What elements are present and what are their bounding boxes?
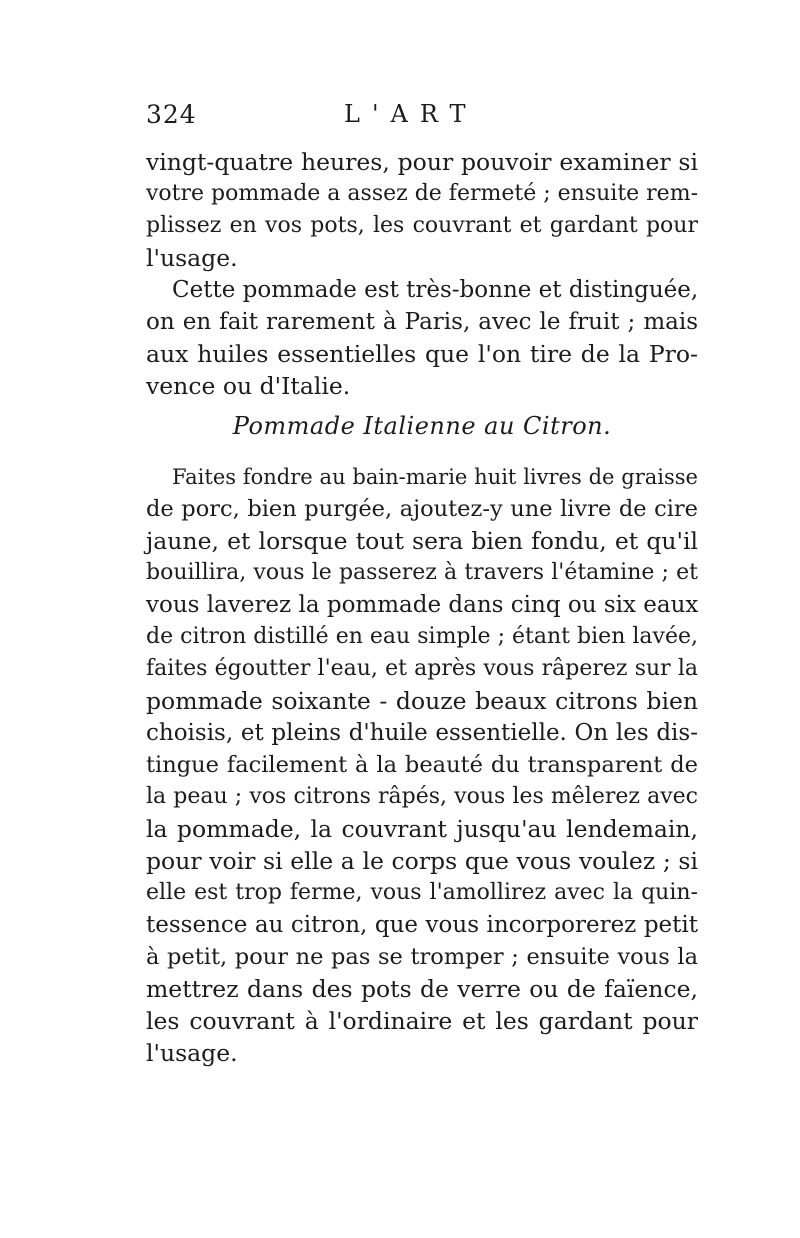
text-line: votre pommade a assez de fermeté ; ensuite rem-	[146, 181, 698, 206]
text-line: tessence au citron, que vous incorporerez petit	[146, 912, 698, 938]
text-line: tingue facilement à la beauté du transparent de	[146, 752, 698, 778]
text-line: pommade soixante - douze beaux citrons bien	[146, 687, 698, 715]
text-line: Faites fondre au bain-marie huit livres de graisse	[172, 465, 698, 489]
text-line: de porc, bien purgée, ajoutez-y une livre de cire	[146, 496, 698, 522]
section-heading: Pommade Italienne au Citron.	[232, 412, 612, 440]
text-line: de citron distillé en eau simple ; étant bien lavée,	[146, 624, 698, 649]
text-line: choisis, et pleins d'huile essentielle. On les dis-	[146, 720, 698, 746]
text-line: mettrez dans des pots de verre ou de faïence,	[146, 975, 698, 1003]
text-line: bouillira, vous le passerez à travers l'étamine ; et	[146, 560, 698, 585]
text-line: on en fait rarement à Paris, avec le fruit ; mais	[146, 309, 698, 335]
text-line: elle est trop ferme, vous l'amollirez avec la quin-	[146, 880, 698, 905]
text-line: la peau ; vos citrons râpés, vous les mêlerez avec	[146, 784, 698, 809]
text-line: Cette pommade est très-bonne et distinguée,	[172, 277, 699, 303]
text-line: plissez en vos pots, les couvrant et gardant pour	[146, 213, 698, 238]
text-line: pour voir si elle a le corps que vous voulez ; si	[146, 847, 698, 875]
text-line: à petit, pour ne pas se tromper ; ensuite vous la	[146, 944, 698, 970]
page-number: 324	[146, 100, 197, 129]
text-line: l'usage.	[146, 244, 238, 272]
text-line: jaune, et lorsque tout sera bien fondu, et qu'il	[146, 527, 698, 555]
text-line: la pommade, la couvrant jusqu'au lendemain,	[146, 815, 698, 843]
text-line: aux huiles essentielles que l'on tire de la Pro-	[146, 340, 698, 368]
text-line: faites égoutter l'eau, et après vous râperez sur la	[146, 656, 698, 681]
text-line: vingt-quatre heures, pour pouvoir examiner si	[146, 148, 698, 176]
running-title: L'ART	[344, 100, 478, 128]
page-header	[146, 100, 698, 140]
text-line: l'usage.	[146, 1039, 238, 1067]
text-line: vence ou d'Italie.	[146, 372, 351, 400]
text-line: vous laverez la pommade dans cinq ou six eaux	[146, 592, 699, 618]
text-line: les couvrant à l'ordinaire et les gardant pour	[146, 1007, 698, 1035]
